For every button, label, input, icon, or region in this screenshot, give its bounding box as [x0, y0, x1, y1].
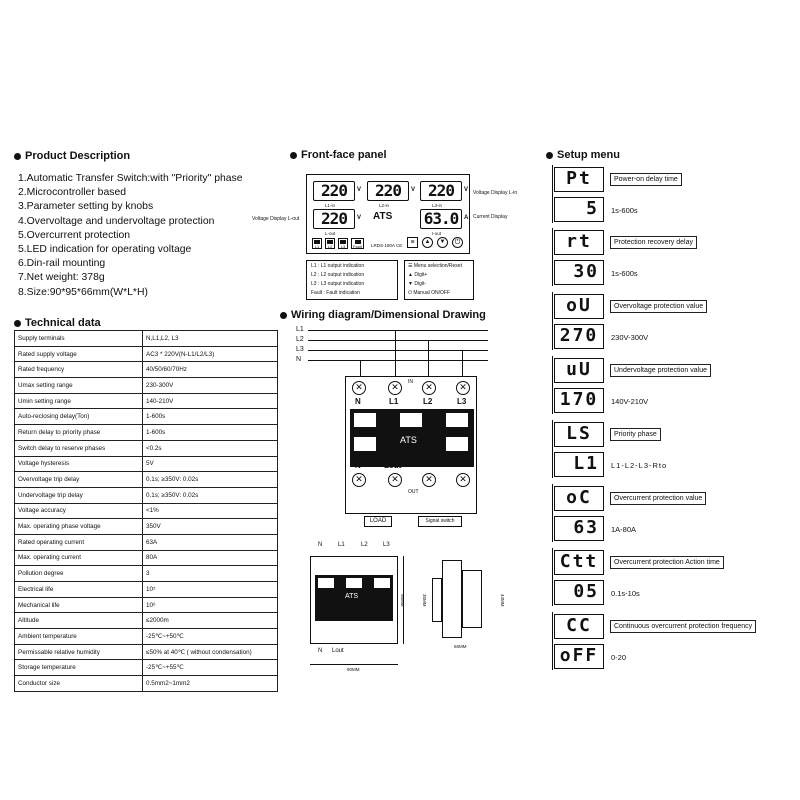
menu-code-display: CC — [554, 614, 604, 639]
table-cell: 350V — [143, 519, 278, 535]
menu-range: 140V-210V — [611, 397, 649, 406]
list-item: 1.Automatic Transfer Switch:with "Priority" phase — [18, 173, 243, 184]
terminal-label: Lout — [332, 648, 344, 654]
legend-item: L1 : L1 output indication — [311, 263, 365, 269]
table-cell: Electrical life — [15, 582, 143, 598]
menu-code-display: oC — [554, 486, 604, 511]
menu-description: Priority phase — [610, 428, 661, 441]
device-drawing — [345, 376, 477, 514]
menu-code-display: uU — [554, 358, 604, 383]
table-cell: <1% — [143, 503, 278, 519]
led-indicator — [312, 238, 322, 249]
table-cell: AC3 * 220V(N-L1/L2/L3) — [143, 346, 278, 362]
wire-drop — [428, 340, 429, 376]
legend-item: ☰ Menu selection/Reset — [408, 263, 462, 269]
product-description-list — [18, 172, 273, 300]
table-cell: Overvoltage trip delay — [15, 472, 143, 488]
list-item: 4.Overvoltage and undervoltage protection — [18, 215, 215, 227]
menu-range: 1s-600s — [611, 269, 638, 278]
mini-lcd — [346, 578, 362, 588]
table-cell: Max. operating phase voltage — [15, 519, 143, 535]
technical-data-heading — [14, 317, 101, 329]
led-indicator — [338, 238, 348, 249]
terminal-screw-icon: ✕ — [456, 473, 470, 487]
wire-n — [308, 360, 488, 361]
legend-item-text: Menu selection/Reset — [413, 263, 462, 269]
table-cell: 3 — [143, 566, 278, 582]
led-indicator — [351, 238, 364, 249]
table-row — [15, 487, 278, 503]
menu-description: Overvoltage protection value — [610, 300, 707, 313]
front-panel-title: Front-face panel — [301, 149, 387, 161]
table-cell: Switch delay to reserve phases — [15, 440, 143, 456]
menu-description: Undervoltage protection value — [610, 364, 711, 377]
mini-lcd — [374, 578, 390, 588]
table-cell: Mechanical life — [15, 597, 143, 613]
power-button[interactable]: ⏻ — [452, 237, 463, 248]
terminal-label: L2 — [423, 397, 433, 406]
legend-item: L3 : L3 output indication — [311, 281, 365, 287]
menu-code-display: Pt — [554, 167, 604, 192]
table-cell: 230-300V — [143, 378, 278, 394]
bullet-icon — [546, 152, 553, 159]
unit-label: V — [411, 187, 416, 193]
menu-value-display: 30 — [554, 260, 604, 285]
menu-bracket — [552, 548, 553, 606]
list-item: 3.Parameter setting by knobs — [18, 201, 154, 213]
legend-item-text: Digit+ — [414, 272, 428, 278]
bullet-icon — [14, 153, 21, 160]
terminal-screw-icon: ✕ — [388, 381, 402, 395]
table-row — [15, 346, 278, 362]
table-cell: 1-600s — [143, 409, 278, 425]
table-cell: ≤2000m — [143, 613, 278, 629]
lcd-l2-in: 220 — [367, 181, 409, 201]
table-row — [15, 409, 278, 425]
table-cell: Voltage hysteresis — [15, 456, 143, 472]
menu-button[interactable]: ≡ — [407, 237, 418, 248]
unit-label: V — [357, 215, 362, 221]
table-row — [15, 331, 278, 347]
line-label: L1 — [296, 326, 304, 333]
table-cell: 40/50/60/70Hz — [143, 362, 278, 378]
technical-data-table — [14, 330, 278, 692]
small-display-block — [315, 575, 393, 621]
led-label: L3 — [340, 244, 346, 249]
mini-lcd — [354, 437, 376, 451]
table-row — [15, 378, 278, 394]
device-display-block — [350, 409, 474, 467]
menu-value-display: 270 — [554, 324, 604, 349]
wiring-heading — [280, 309, 486, 321]
terminal-screw-icon: ✕ — [352, 473, 366, 487]
legend-item: ▼ Digit- — [408, 281, 427, 287]
signal-switch-box: Signal switch — [418, 516, 462, 527]
terminal-label: N — [355, 397, 361, 406]
menu-description: Power-on delay time — [610, 173, 682, 186]
table-cell: Pollution degree — [15, 566, 143, 582]
side-view-drawing — [432, 560, 492, 638]
table-row — [15, 550, 278, 566]
product-description-heading — [14, 150, 130, 162]
out-label: OUT — [408, 489, 419, 495]
table-cell: -25℃~+50℃ — [143, 629, 278, 645]
led-indicator — [325, 238, 335, 249]
led-label: Fault — [353, 244, 362, 249]
technical-data-title: Technical data — [25, 317, 101, 329]
table-cell: Rated frequency — [15, 362, 143, 378]
menu-range: 0.1s-10s — [611, 589, 640, 598]
mini-lcd — [400, 413, 422, 427]
legend-item-text: Manual ON/OFF — [413, 290, 451, 296]
mini-lcd — [354, 413, 376, 427]
table-row — [15, 644, 278, 660]
led-label: L1 — [314, 244, 320, 249]
menu-value-display: 5 — [554, 197, 604, 222]
wire-drop — [360, 360, 361, 376]
menu-code-display: Ctt — [554, 550, 604, 575]
front-panel — [306, 174, 470, 254]
terminal-label: N — [318, 648, 323, 654]
menu-description: Protection recovery delay — [610, 236, 697, 249]
table-cell: Permissable relative humidity — [15, 644, 143, 660]
line-label: L2 — [296, 336, 304, 343]
table-cell: Supply terminals — [15, 331, 143, 347]
legend-item: ⏻ Manual ON/OFF — [408, 290, 451, 296]
terminal-label: N — [355, 461, 361, 470]
table-cell: Conductor size — [15, 676, 143, 692]
table-row — [15, 629, 278, 645]
lcd-l3-in: 220 — [420, 181, 462, 201]
table-cell: 80A — [143, 550, 278, 566]
side-label: Current Display — [473, 214, 508, 220]
menu-value-display: 63 — [554, 516, 604, 541]
menu-code-display: oU — [554, 294, 604, 319]
table-cell: 10⁵ — [143, 582, 278, 598]
table-cell: Undervoltage trip delay — [15, 487, 143, 503]
lcd-l-out: 220 — [313, 209, 355, 229]
menu-bracket — [552, 292, 553, 350]
line-label: N — [296, 356, 302, 363]
terminal-label: L2 — [361, 542, 368, 548]
table-cell: Rated operating current — [15, 534, 143, 550]
menu-description: Overcurrent protection value — [610, 492, 706, 505]
menu-range: 230V-300V — [611, 333, 649, 342]
in-label: IN — [408, 379, 413, 385]
table-cell: 0.1s; ≥350V: 0.02s — [143, 472, 278, 488]
dimension-label: 95MM — [400, 594, 405, 607]
digit-down-button[interactable]: ▼ — [437, 237, 448, 248]
terminal-screw-icon: ✕ — [352, 381, 366, 395]
table-cell: Ambient temperature — [15, 629, 143, 645]
menu-bracket — [552, 165, 553, 223]
table-row — [15, 425, 278, 441]
table-cell: 0.1s; ≥350V: 0.02s — [143, 487, 278, 503]
wire-l2 — [308, 340, 488, 341]
table-cell: 0.5mm2~1mm2 — [143, 676, 278, 692]
table-cell: Rated supply voltage — [15, 346, 143, 362]
small-device-drawing — [310, 556, 398, 644]
table-row — [15, 660, 278, 676]
list-item: 7.Net weight: 378g — [18, 272, 105, 284]
legend-item: Fault : Fault indication — [311, 290, 360, 296]
table-row — [15, 393, 278, 409]
wire-drop — [462, 350, 463, 376]
side-label: Voltage Display L-in — [473, 190, 518, 196]
lcd-i-out: 63.0 — [420, 209, 462, 229]
menu-value-display: 170 — [554, 388, 604, 413]
menu-value-display: L1 — [554, 452, 604, 477]
menu-range: 1s-600s — [611, 206, 638, 215]
table-cell: Umin setting range — [15, 393, 143, 409]
load-box: LOAD — [364, 516, 392, 527]
dimension-label: 44MM — [500, 594, 505, 607]
legend-left — [306, 260, 398, 300]
wiring-title: Wiring diagram/Dimensional Drawing — [291, 309, 486, 321]
lcd-label: L1-in — [325, 203, 336, 208]
table-row — [15, 440, 278, 456]
product-description-title: Product Description — [25, 150, 131, 162]
unit-label: A — [464, 215, 469, 221]
table-cell: <0.2s — [143, 440, 278, 456]
setup-menu-heading — [546, 149, 620, 161]
mini-lcd — [446, 437, 468, 451]
table-cell: 63A — [143, 534, 278, 550]
legend-item: ▲ Digit+ — [408, 272, 428, 278]
table-row — [15, 534, 278, 550]
menu-bracket — [552, 612, 553, 670]
menu-description: Overcurrent protection Action time — [610, 556, 724, 569]
dimension-label: 35MM — [422, 594, 427, 607]
dimension-label: 90MM — [347, 667, 360, 672]
list-item: 5.Overcurrent protection — [18, 229, 131, 241]
side-profile-part — [462, 570, 482, 628]
table-cell: -25℃~+55℃ — [143, 660, 278, 676]
side-profile-part — [432, 578, 442, 622]
ats-label: ATS — [345, 593, 359, 600]
wire-l1 — [308, 330, 488, 331]
dimension-line — [310, 664, 398, 665]
led-label: L2 — [327, 244, 333, 249]
unit-label: V — [357, 187, 362, 193]
table-cell: Max. operating current — [15, 550, 143, 566]
table-cell: ≤50% at 40℃ ( without condensation) — [143, 644, 278, 660]
wire-l3 — [308, 350, 488, 351]
terminal-label: L3 — [383, 542, 390, 548]
table-row — [15, 519, 278, 535]
lcd-label: I-out — [432, 231, 442, 236]
terminal-label: L1 — [338, 542, 345, 548]
table-cell: N,L1,L2, L3 — [143, 331, 278, 347]
mini-lcd — [446, 413, 468, 427]
menu-code-display: LS — [554, 422, 604, 447]
side-label: Voltage Display L-out — [252, 216, 300, 222]
table-cell: Storage temperature — [15, 660, 143, 676]
ats-label: ATS — [373, 211, 393, 222]
lcd-label: L-out — [325, 231, 336, 236]
table-cell: 1-600s — [143, 425, 278, 441]
legend-item-text: Digit- — [414, 281, 427, 287]
unit-label: V — [464, 187, 469, 193]
setup-menu-title: Setup menu — [557, 149, 620, 161]
list-item: 2.Microcontroller based — [18, 187, 126, 199]
table-cell: Umax setting range — [15, 378, 143, 394]
side-profile-part — [442, 560, 462, 638]
terminal-label: L3 — [457, 397, 467, 406]
table-row — [15, 362, 278, 378]
terminal-label: N — [318, 542, 323, 548]
legend-item: L2 : L2 output indication — [311, 272, 365, 278]
terminal-screw-icon: ✕ — [422, 473, 436, 487]
wire-drop — [395, 330, 396, 376]
table-cell: Voltage accuracy — [15, 503, 143, 519]
dimension-label: 66MM — [454, 644, 467, 649]
table-row — [15, 582, 278, 598]
bullet-icon — [14, 320, 21, 327]
list-item: 6.Din-rail mounting — [18, 258, 106, 270]
table-row — [15, 503, 278, 519]
table-row — [15, 456, 278, 472]
table-row — [15, 566, 278, 582]
legend-right — [404, 260, 474, 300]
list-item: 8.Size:90*95*66mm(W*L*H) — [18, 286, 148, 298]
terminal-screw-icon: ✕ — [422, 381, 436, 395]
menu-range: L1-L2-L3-Rto — [611, 461, 668, 470]
ats-label: ATS — [400, 435, 417, 445]
mini-lcd — [318, 578, 334, 588]
table-cell: Return delay to priority phase — [15, 425, 143, 441]
terminal-screw-icon: ✕ — [456, 381, 470, 395]
terminal-label: L1 — [389, 397, 399, 406]
table-cell: 140-210V — [143, 393, 278, 409]
list-item: 5.LED indication for operating voltage — [18, 244, 192, 256]
table-row — [15, 676, 278, 692]
table-row — [15, 472, 278, 488]
table-cell: 5V — [143, 456, 278, 472]
menu-range: 1A-80A — [611, 525, 637, 534]
menu-bracket — [552, 356, 553, 414]
table-cell: Auto-reclosing delay(Ton) — [15, 409, 143, 425]
menu-code-display: rt — [554, 230, 604, 255]
menu-description: Continuous overcurrent protection frequency — [610, 620, 756, 633]
front-panel-heading — [290, 149, 387, 161]
menu-bracket — [552, 228, 553, 286]
knob-row — [407, 237, 463, 248]
lcd-label: L3-in — [432, 203, 443, 208]
table-row — [15, 597, 278, 613]
lcd-label: L2-in — [379, 203, 390, 208]
menu-value-display: 05 — [554, 580, 604, 605]
terminal-label: Lout — [384, 461, 402, 470]
table-cell: Altitude — [15, 613, 143, 629]
led-row — [312, 238, 364, 249]
model-label: LRDS-180A CE — [371, 243, 403, 248]
line-label: L3 — [296, 346, 304, 353]
menu-bracket — [552, 420, 553, 478]
menu-bracket — [552, 484, 553, 542]
lcd-l1-in: 220 — [313, 181, 355, 201]
menu-range: 0-20 — [611, 653, 627, 662]
digit-up-button[interactable]: ▲ — [422, 237, 433, 248]
bullet-icon — [290, 152, 297, 159]
table-row — [15, 613, 278, 629]
bullet-icon — [280, 312, 287, 319]
menu-value-display: oFF — [554, 644, 604, 669]
table-cell: 10⁶ — [143, 597, 278, 613]
terminal-screw-icon: ✕ — [388, 473, 402, 487]
